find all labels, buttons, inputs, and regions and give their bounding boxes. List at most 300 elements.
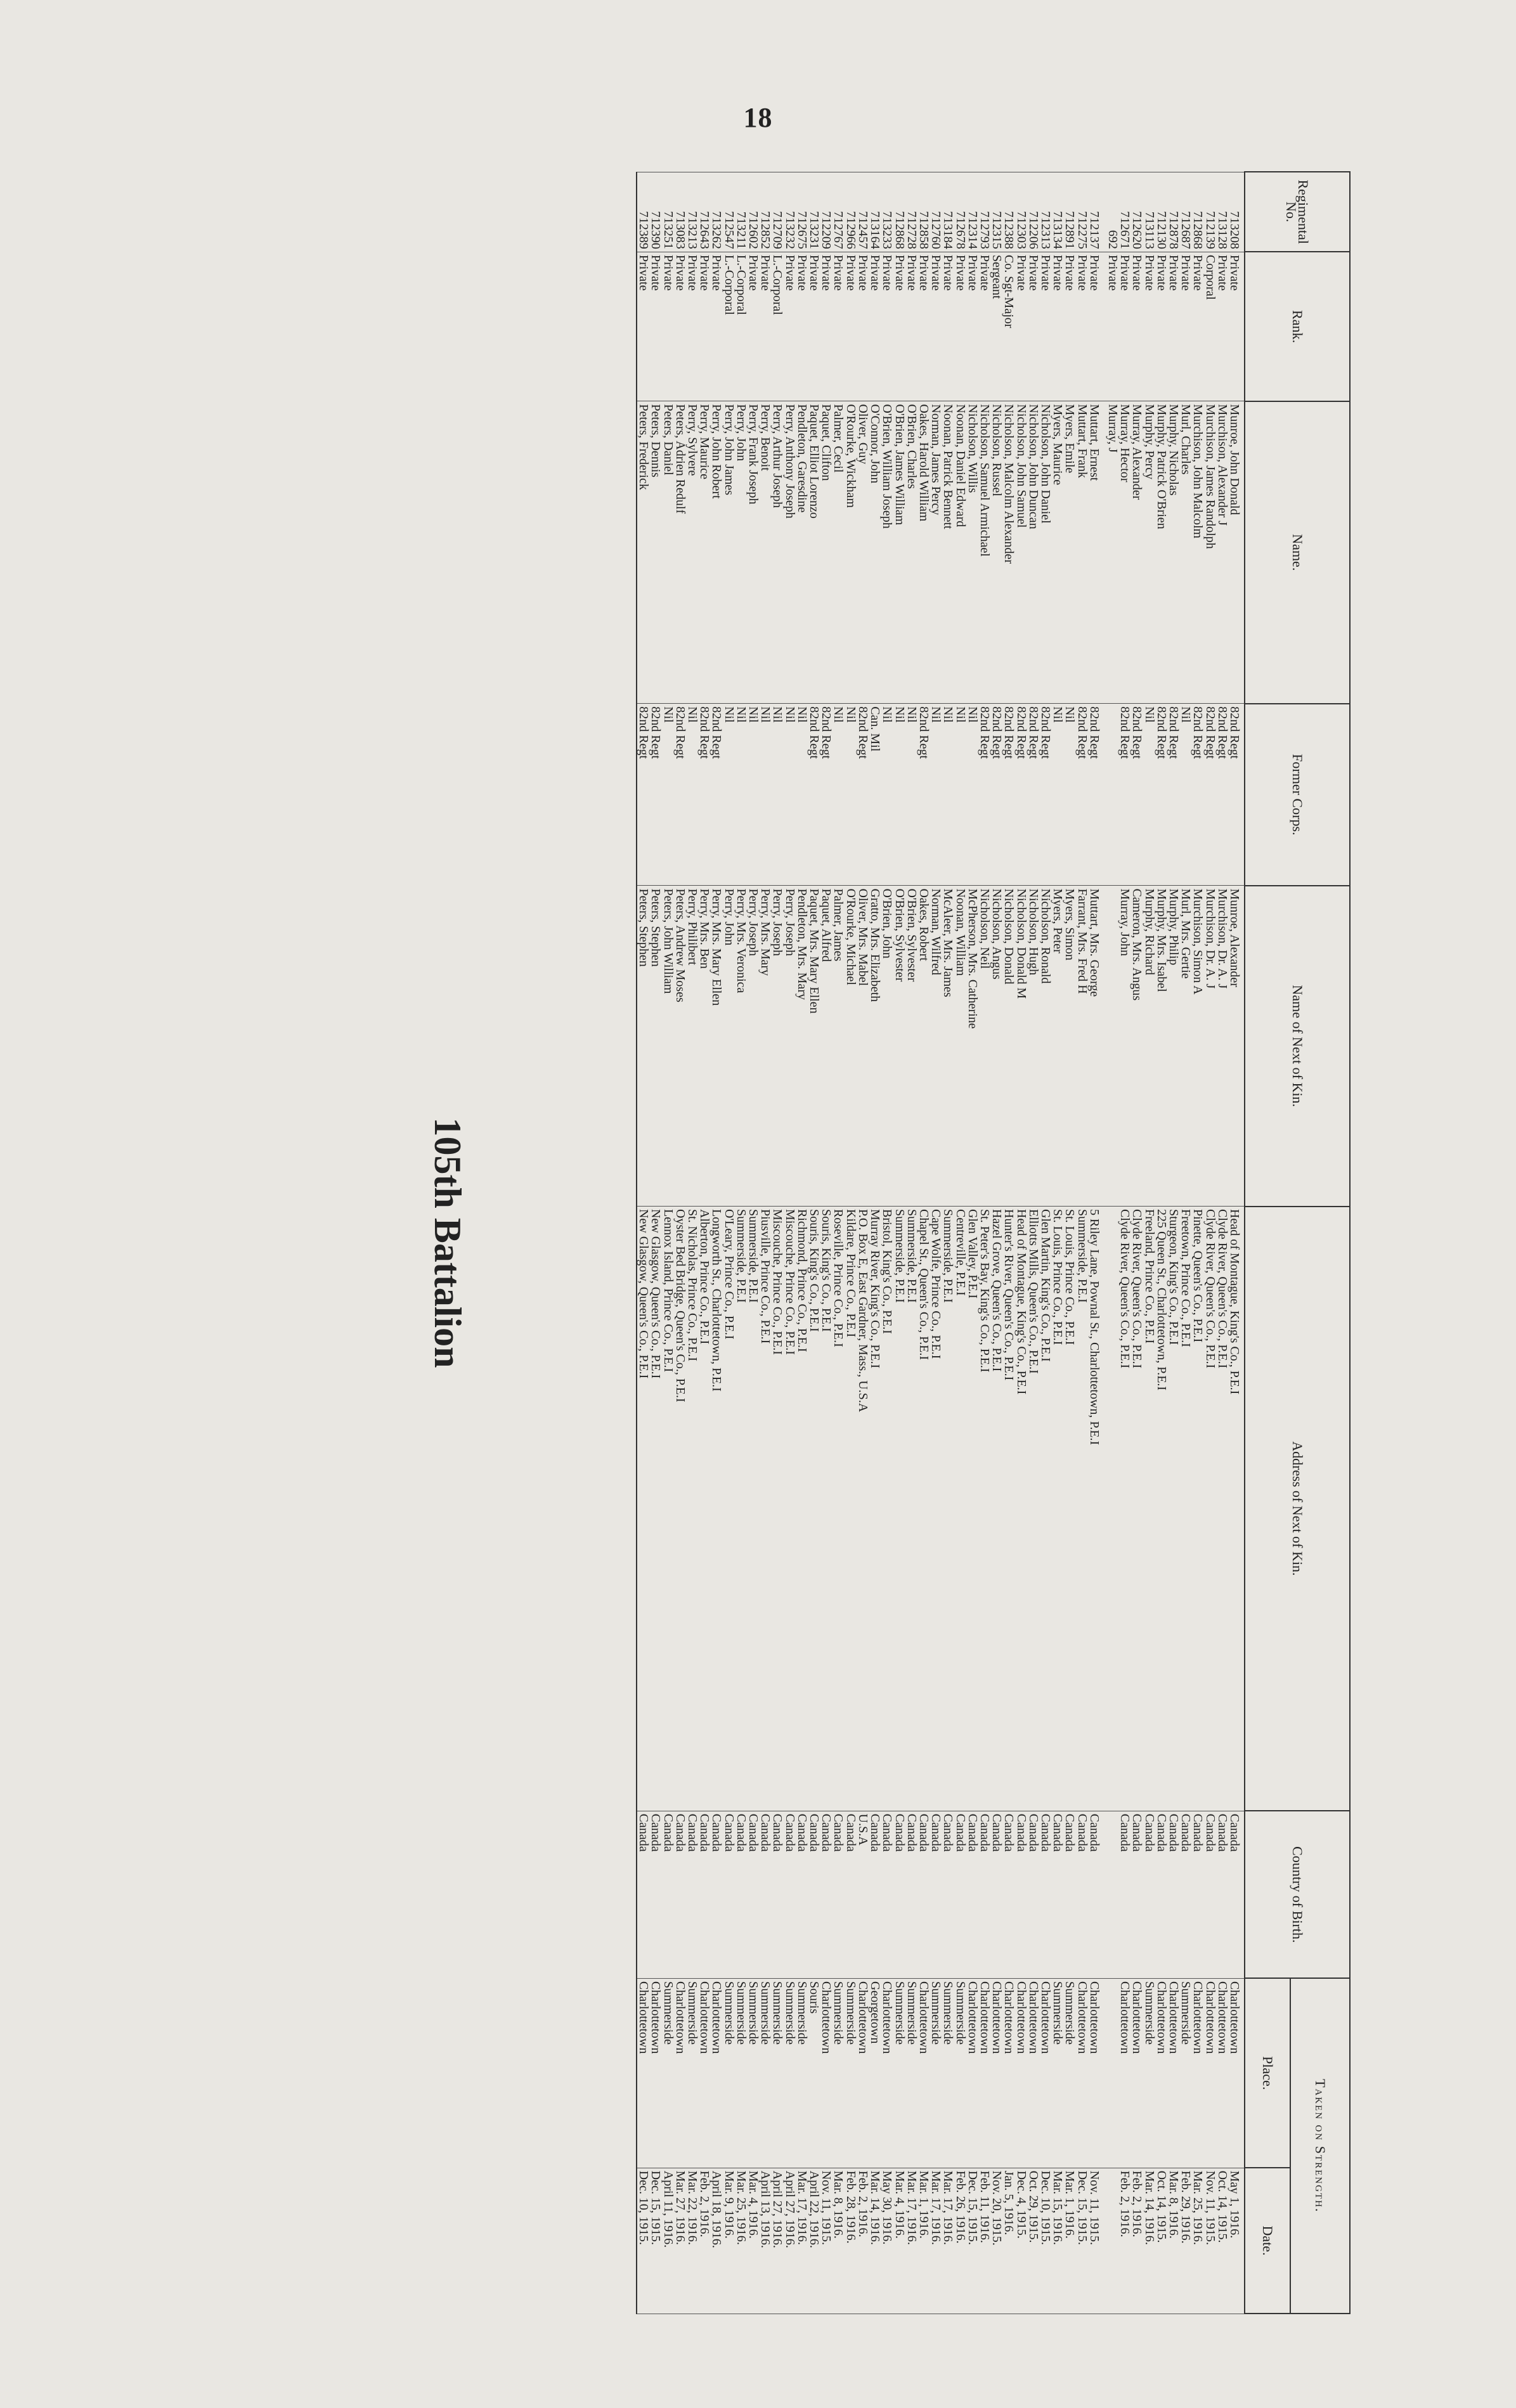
address-cell: Summerside, P.E.I — [747, 1207, 759, 1811]
address-cell: Hazel Grove, Queen's Co., P.E.I — [990, 1207, 1002, 1811]
country-cell: Canada — [1191, 1811, 1203, 1978]
former-corps-cell: 82nd Regt — [710, 704, 722, 886]
country-cell: Canada — [930, 1811, 942, 1978]
address-cell: Richmond, Prince Co., P.E.I — [796, 1207, 808, 1811]
name-cell: Muttart, Frank — [1075, 401, 1087, 704]
next-of-kin-cell: Palmer, James — [832, 886, 844, 1207]
place-cell: Summerside — [747, 1978, 759, 2168]
table-row — [1063, 172, 1075, 2314]
name-cell: Perry, Sylvere — [686, 401, 698, 704]
rank-cell: Private — [1191, 252, 1203, 401]
regno-cell: 712130 — [1155, 172, 1167, 252]
country-cell: Canada — [1014, 1811, 1027, 1978]
table-row — [661, 172, 673, 2314]
place-cell: Summerside — [832, 1978, 844, 2168]
former-corps-cell: 82nd Regt — [1075, 704, 1087, 886]
rank-cell: Sergeant — [990, 252, 1002, 401]
date-cell: Mar. 15, 1916. — [1051, 2168, 1063, 2314]
former-corps-header: Former Corps. — [1245, 704, 1350, 886]
regno-cell: 712760 — [930, 172, 942, 252]
next-of-kin-cell: Peters, Stephen — [637, 886, 649, 1207]
date-cell: Oct. 14, 1915. — [1216, 2168, 1228, 2314]
next-of-kin-cell: Paquet, Alfred — [820, 886, 832, 1207]
country-cell: Canada — [966, 1811, 978, 1978]
place-cell: Charlottetown — [1118, 1978, 1131, 2168]
former-corps-cell: 82nd Regt — [1118, 704, 1131, 886]
former-corps-cell: Nil — [905, 704, 917, 886]
next-of-kin-cell: Myers, Simon — [1063, 886, 1075, 1207]
address-cell: Roseville, Prince Co., P.E.I — [832, 1207, 844, 1811]
country-header: Country of Birth. — [1245, 1811, 1350, 1978]
country-cell: Canada — [759, 1811, 771, 1978]
place-cell: Georgetown — [869, 1978, 881, 2168]
next-of-kin-cell: Noonan, William — [954, 886, 966, 1207]
place-cell: Charlottetown — [710, 1978, 722, 2168]
table-row — [1228, 172, 1245, 2314]
date-cell: Dec. 4, 1915. — [1014, 2168, 1027, 2314]
next-of-kin-cell: Murphy, Mrs. Isabel — [1155, 886, 1167, 1207]
regno-cell: 712137 — [1088, 172, 1106, 252]
date-cell: Feb. 29, 1916. — [1179, 2168, 1191, 2314]
table-row — [783, 172, 795, 2314]
rank-cell: L.-Corporal — [722, 252, 734, 401]
name-cell: Perry, Arthur Joseph — [771, 401, 783, 704]
former-corps-cell: Nil — [747, 704, 759, 886]
regno-cell: 712793 — [978, 172, 990, 252]
regno-cell: 712206 — [1027, 172, 1039, 252]
date-cell: April 27, 1916. — [783, 2168, 795, 2314]
next-of-kin-header: Name of Next of Kin. — [1245, 886, 1350, 1207]
regno-header: Regimental No. — [1245, 172, 1350, 252]
date-cell: Mar. 25, 1916. — [1191, 2168, 1203, 2314]
former-corps-cell: 82nd Regt — [1203, 704, 1215, 886]
regno-cell: 713164 — [869, 172, 881, 252]
name-cell: Oliver, Guy — [857, 401, 869, 704]
place-cell: Summerside — [686, 1978, 698, 2168]
regno-cell: 712139 — [1203, 172, 1215, 252]
address-cell: St. Peter's Bay, King's Co., P.E.I — [978, 1207, 990, 1811]
date-cell: Oct. 14, 1915. — [1155, 2168, 1167, 2314]
table-row — [1075, 172, 1087, 2314]
address-cell: Cape Wolfe, Prince Co., P.E.I — [930, 1207, 942, 1811]
date-cell: Mar. 8, 1916. — [832, 2168, 844, 2314]
former-corps-cell: Nil — [1063, 704, 1075, 886]
next-of-kin-cell: Nicholson, Donald — [1002, 886, 1014, 1207]
table-row — [1027, 172, 1039, 2314]
place-cell: Summerside — [783, 1978, 795, 2168]
name-cell: Norman, James Percy — [930, 401, 942, 704]
next-of-kin-cell: McAleer, Mrs. James — [942, 886, 954, 1207]
former-corps-cell: Nil — [954, 704, 966, 886]
address-cell: St. Nicholas, Prince Co., P.E.I — [686, 1207, 698, 1811]
rank-cell: Private — [954, 252, 966, 401]
table-row — [881, 172, 893, 2314]
rank-cell: Private — [1143, 252, 1155, 401]
rank-cell: Private — [820, 252, 832, 401]
address-cell: Alberton, Prince Co., P.E.I — [698, 1207, 710, 1811]
name-cell: Nicholson, Malcolm Alexander — [1002, 401, 1014, 704]
name-cell: Noonan, Daniel Edward — [954, 401, 966, 704]
next-of-kin-cell: Nicholson, Hugh — [1027, 886, 1039, 1207]
former-corps-cell: Nil — [783, 704, 795, 886]
next-of-kin-cell: O'Brien, Sylvester — [905, 886, 917, 1207]
country-cell: Canada — [735, 1811, 747, 1978]
place-cell: Charlottetown — [1075, 1978, 1087, 2168]
name-cell: Perry, John James — [722, 401, 734, 704]
country-cell: Canada — [845, 1811, 857, 1978]
rank-cell: Private — [674, 252, 686, 401]
country-cell: Canada — [1131, 1811, 1143, 1978]
name-cell: Paquet, Elliot Lorenzo — [808, 401, 820, 704]
rank-cell: Private — [1216, 252, 1228, 401]
name-cell: Myers, Maurice — [1051, 401, 1063, 704]
next-of-kin-cell: Perry, Joseph — [771, 886, 783, 1207]
country-cell: Canada — [747, 1811, 759, 1978]
country-cell: Canada — [710, 1811, 722, 1978]
table-row — [942, 172, 954, 2314]
name-cell: Murray, Alexander — [1131, 401, 1143, 704]
table-row — [820, 172, 832, 2314]
name-cell: Perry, John Robert — [710, 401, 722, 704]
date-cell: Feb. 2, 1916. — [857, 2168, 869, 2314]
former-corps-cell: Nil — [930, 704, 942, 886]
regno-cell: 712315 — [990, 172, 1002, 252]
date-cell: Feb. 2, 1916. — [1118, 2168, 1131, 2314]
address-cell: Clyde River, Queen's Co., P.E.I — [1216, 1207, 1228, 1811]
address-cell: P.O. Box E, East Gardner, Mass., U.S.A — [857, 1207, 869, 1811]
date-cell: April 13, 1916. — [759, 2168, 771, 2314]
table-row — [796, 172, 808, 2314]
table-row — [990, 172, 1002, 2314]
regno-cell: 712620 — [1131, 172, 1143, 252]
place-cell: Charlottetown — [1155, 1978, 1167, 2168]
regno-cell: 712671 — [1118, 172, 1131, 252]
country-cell: Canada — [954, 1811, 966, 1978]
rank-cell: Private — [710, 252, 722, 401]
date-cell: Mar. 1, 1916. — [917, 2168, 930, 2314]
address-cell: Bristol, King's Co., P.E.I — [881, 1207, 893, 1811]
address-cell: Longworth St., Charlottetown, P.E.I — [710, 1207, 722, 1811]
former-corps-cell: Nil — [759, 704, 771, 886]
place-cell: Souris — [808, 1978, 820, 2168]
country-cell: Canada — [674, 1811, 686, 1978]
regno-cell: 713113 — [1143, 172, 1155, 252]
regno-cell: 692 — [1106, 172, 1118, 252]
rank-cell: Private — [832, 252, 844, 401]
name-cell: Murchison, John Malcolm — [1191, 401, 1203, 704]
rank-cell: L.-Corporal — [735, 252, 747, 401]
country-cell: Canada — [820, 1811, 832, 1978]
regno-cell: 712547 — [722, 172, 734, 252]
name-cell: Murchison, Alexander J — [1216, 401, 1228, 704]
rank-cell: Private — [698, 252, 710, 401]
table-row — [771, 172, 783, 2314]
regno-cell: 712678 — [954, 172, 966, 252]
address-cell: Centreville, P.E.I — [954, 1207, 966, 1811]
name-cell: Pendleton, Garesdine — [796, 401, 808, 704]
place-cell: Charlottetown — [966, 1978, 978, 2168]
former-corps-cell: Nil — [845, 704, 857, 886]
regno-cell: 713231 — [808, 172, 820, 252]
address-cell: 225 Queen St., Charlottetown, P.E.I — [1155, 1207, 1167, 1811]
table-row — [759, 172, 771, 2314]
table-row — [1203, 172, 1215, 2314]
address-cell: Clyde River, Queen's Co., P.E.I — [1131, 1207, 1143, 1811]
place-cell: Summerside — [661, 1978, 673, 2168]
regno-cell: 712852 — [759, 172, 771, 252]
name-cell: O'Brien, James William — [893, 401, 905, 704]
date-cell: Feb. 28, 1916. — [845, 2168, 857, 2314]
former-corps-cell: Nil — [881, 704, 893, 886]
place-cell: Summerside — [942, 1978, 954, 2168]
rank-cell: Private — [637, 252, 649, 401]
country-cell: Canada — [1002, 1811, 1014, 1978]
regno-cell: 713184 — [942, 172, 954, 252]
country-cell: Canada — [1203, 1811, 1215, 1978]
address-cell: Souris, King's Co., P.E.I — [820, 1207, 832, 1811]
date-cell: Mar. 4, 1916. — [893, 2168, 905, 2314]
country-cell: Canada — [978, 1811, 990, 1978]
name-cell: Noonan, Patrick Bennett — [942, 401, 954, 704]
address-cell: Freeland, Prince Co., P.E.I — [1143, 1207, 1155, 1811]
regno-cell: 712313 — [1039, 172, 1051, 252]
next-of-kin-cell: Myers, Peter — [1051, 886, 1063, 1207]
rank-cell: Private — [966, 252, 978, 401]
address-cell: Glen Valley, P.E.I — [966, 1207, 978, 1811]
country-cell: Canada — [881, 1811, 893, 1978]
country-cell: Canada — [1075, 1811, 1087, 1978]
next-of-kin-cell: Muttart, Mrs. George — [1088, 886, 1106, 1207]
table-row — [917, 172, 930, 2314]
table-row — [1039, 172, 1051, 2314]
next-of-kin-cell: Paquet, Mrs. Mary Ellen — [808, 886, 820, 1207]
table-row — [1106, 172, 1118, 2314]
regno-cell: 712878 — [1167, 172, 1179, 252]
country-cell: Canada — [808, 1811, 820, 1978]
former-corps-cell: 82nd Regt — [1131, 704, 1143, 886]
rank-cell: Private — [869, 252, 881, 401]
former-corps-cell: 82nd Regt — [917, 704, 930, 886]
name-cell: O'Connor, John — [869, 401, 881, 704]
next-of-kin-cell: Nicholson, Ronald — [1039, 886, 1051, 1207]
table-row — [637, 172, 649, 2314]
table-row — [1014, 172, 1027, 2314]
rank-cell: Private — [661, 252, 673, 401]
name-cell: Murchison, James Randolph — [1203, 401, 1215, 704]
former-corps-cell: 82nd Regt — [637, 704, 649, 886]
former-corps-cell: 82nd Regt — [808, 704, 820, 886]
regno-cell: 712966 — [845, 172, 857, 252]
rank-cell: Private — [1167, 252, 1179, 401]
place-cell: Charlottetown — [1088, 1978, 1106, 2168]
name-cell: Nicholson, John Daniel — [1039, 401, 1051, 704]
former-corps-cell: 82nd Regt — [1039, 704, 1051, 886]
former-corps-cell: 82nd Regt — [857, 704, 869, 886]
country-cell: Canada — [869, 1811, 881, 1978]
next-of-kin-cell: Norman, Wilfred — [930, 886, 942, 1207]
name-cell: Murphy, Nicholas — [1167, 401, 1179, 704]
next-of-kin-cell: Nicholson, Neil — [978, 886, 990, 1207]
place-cell: Summerside — [930, 1978, 942, 2168]
former-corps-cell: 82nd Regt — [698, 704, 710, 886]
name-cell: Peters, Frederick — [637, 401, 649, 704]
next-of-kin-cell: O'Brien, John — [881, 886, 893, 1207]
country-cell: Canada — [661, 1811, 673, 1978]
former-corps-cell: Nil — [661, 704, 673, 886]
former-corps-cell — [1106, 704, 1118, 886]
next-of-kin-cell: Cameron, Mrs. Angus — [1131, 886, 1143, 1207]
name-cell: Murphy, Patrick O'Brien — [1155, 401, 1167, 704]
former-corps-cell: Nil — [1179, 704, 1191, 886]
date-cell: Nov. 11, 1915. — [820, 2168, 832, 2314]
rank-cell: Private — [783, 252, 795, 401]
battalion-title: 105th Battalion — [427, 1117, 469, 1368]
date-cell: Mar. 17, 1916. — [942, 2168, 954, 2314]
place-cell: Charlottetown — [857, 1978, 869, 2168]
regno-cell: 712390 — [649, 172, 661, 252]
name-cell: Muttart, Ernest — [1088, 401, 1106, 704]
place-cell: Charlottetown — [1203, 1978, 1215, 2168]
regno-cell: 712388 — [1002, 172, 1014, 252]
address-cell: Clyde River, Queen's Co., P.E.I — [1118, 1207, 1131, 1811]
table-row — [1143, 172, 1155, 2314]
address-cell: Pinette, Queen's Co., P.E.I — [1191, 1207, 1203, 1811]
former-corps-cell: Nil — [893, 704, 905, 886]
former-corps-cell: Nil — [722, 704, 734, 886]
date-cell: Mar. 17, 1916. — [905, 2168, 917, 2314]
rank-cell: Private — [1131, 252, 1143, 401]
table-row — [1131, 172, 1143, 2314]
place-cell: Summerside — [845, 1978, 857, 2168]
place-cell: Summerside — [759, 1978, 771, 2168]
address-cell: Chapel St., Queen's Co., P.E.I — [917, 1207, 930, 1811]
date-cell: Feb. 2, 1916. — [698, 2168, 710, 2314]
date-cell: Dec. 10, 1915. — [637, 2168, 649, 2314]
regno-cell: 712602 — [747, 172, 759, 252]
address-cell: Sturgeon, King's Co., P.E.I — [1167, 1207, 1179, 1811]
former-corps-cell: Nil — [832, 704, 844, 886]
date-cell: Mar. 17, 1916. — [930, 2168, 942, 2314]
regno-cell: 712643 — [698, 172, 710, 252]
country-cell: Canada — [1088, 1811, 1106, 1978]
place-cell: Charlottetown — [1216, 1978, 1228, 2168]
date-cell: Mar. 27, 1916. — [674, 2168, 686, 2314]
name-cell: Nicholson, Willis — [966, 401, 978, 704]
name-cell: Perry, John — [735, 401, 747, 704]
date-cell: Nov. 20, 1915. — [990, 2168, 1002, 2314]
next-of-kin-cell: Oliver, Mrs. Mabel — [857, 886, 869, 1207]
former-corps-cell: Nil — [735, 704, 747, 886]
name-cell: Peters, Dennis — [649, 401, 661, 704]
country-cell: Canada — [990, 1811, 1002, 1978]
table-row — [649, 172, 661, 2314]
rank-cell: Private — [942, 252, 954, 401]
table-row — [857, 172, 869, 2314]
table-row — [1191, 172, 1203, 2314]
rank-cell: L.-Corporal — [771, 252, 783, 401]
date-cell: Mar. 22, 1916. — [686, 2168, 698, 2314]
former-corps-cell: 82nd Regt — [1088, 704, 1106, 886]
table-row — [674, 172, 686, 2314]
next-of-kin-cell: Farrant, Mrs. Fred H — [1075, 886, 1087, 1207]
address-cell: Elliotts Mills, Queen's Co., P.E.I — [1027, 1207, 1039, 1811]
next-of-kin-cell: Murphy, Richard — [1143, 886, 1155, 1207]
date-cell: Feb. 2, 1916. — [1131, 2168, 1143, 2314]
date-header: Date. — [1245, 2168, 1290, 2314]
rank-cell: Private — [893, 252, 905, 401]
table-row — [832, 172, 844, 2314]
next-of-kin-cell: Perry, Joseph — [783, 886, 795, 1207]
country-cell: Canada — [1167, 1811, 1179, 1978]
regno-cell: 712209 — [820, 172, 832, 252]
former-corps-cell: Nil — [942, 704, 954, 886]
place-cell: Summerside — [735, 1978, 747, 2168]
date-cell: Mar. 14, 1916. — [869, 2168, 881, 2314]
regno-cell: 712868 — [1191, 172, 1203, 252]
address-cell: Summerside, P.E.I — [905, 1207, 917, 1811]
place-cell: Summerside — [893, 1978, 905, 2168]
former-corps-cell: 82nd Regt — [1155, 704, 1167, 886]
table-row — [735, 172, 747, 2314]
regno-cell: 713251 — [661, 172, 673, 252]
former-corps-cell: 82nd Regt — [978, 704, 990, 886]
name-cell: Perry, Benoit — [759, 401, 771, 704]
country-cell: Canada — [905, 1811, 917, 1978]
country-cell: Canada — [722, 1811, 734, 1978]
next-of-kin-cell: Perry, Joseph — [747, 886, 759, 1207]
former-corps-cell: Nil — [1143, 704, 1155, 886]
rank-cell: Private — [747, 252, 759, 401]
table-row — [686, 172, 698, 2314]
name-cell: Perry, Maurice — [698, 401, 710, 704]
date-cell: Feb. 11, 1916. — [978, 2168, 990, 2314]
place-cell: Charlottetown — [1027, 1978, 1039, 2168]
regno-cell: 713233 — [881, 172, 893, 252]
page-number: 18 — [743, 102, 773, 133]
name-cell: Murl, Charles — [1179, 401, 1191, 704]
name-cell: Myers, Emile — [1063, 401, 1075, 704]
next-of-kin-cell: Oakes, Robert — [917, 886, 930, 1207]
address-cell: Piusville, Prince Co., P.E.I — [759, 1207, 771, 1811]
regno-cell: 713208 — [1228, 172, 1245, 252]
regno-cell: 712303 — [1014, 172, 1027, 252]
country-cell: Canada — [637, 1811, 649, 1978]
date-cell: Mar. 17, 1916. — [796, 2168, 808, 2314]
place-cell: Summerside — [1051, 1978, 1063, 2168]
country-cell: Canada — [1228, 1811, 1245, 1978]
next-of-kin-cell: Perry, Mrs. Ben — [698, 886, 710, 1207]
table-row — [1051, 172, 1063, 2314]
country-cell: Canada — [1179, 1811, 1191, 1978]
country-cell: Canada — [1155, 1811, 1167, 1978]
table-row — [747, 172, 759, 2314]
former-corps-cell: Nil — [686, 704, 698, 886]
address-cell: Summerside, P.E.I — [1075, 1207, 1087, 1811]
former-corps-cell: 82nd Regt — [1191, 704, 1203, 886]
country-cell: Canada — [1039, 1811, 1051, 1978]
address-cell: Lennox Island, Prince Co., P.E.I — [661, 1207, 673, 1811]
regno-cell: 713083 — [674, 172, 686, 252]
name-cell: Munroe, John Donald — [1228, 401, 1245, 704]
regno-cell: 713211 — [735, 172, 747, 252]
date-cell — [1106, 2168, 1118, 2314]
table-row — [869, 172, 881, 2314]
address-cell: Summerside, P.E.I — [735, 1207, 747, 1811]
date-cell: April 18, 1916. — [710, 2168, 722, 2314]
country-cell: Canada — [942, 1811, 954, 1978]
place-cell: Charlottetown — [881, 1978, 893, 2168]
address-cell: Souris, King's Co., P.E.I — [808, 1207, 820, 1811]
